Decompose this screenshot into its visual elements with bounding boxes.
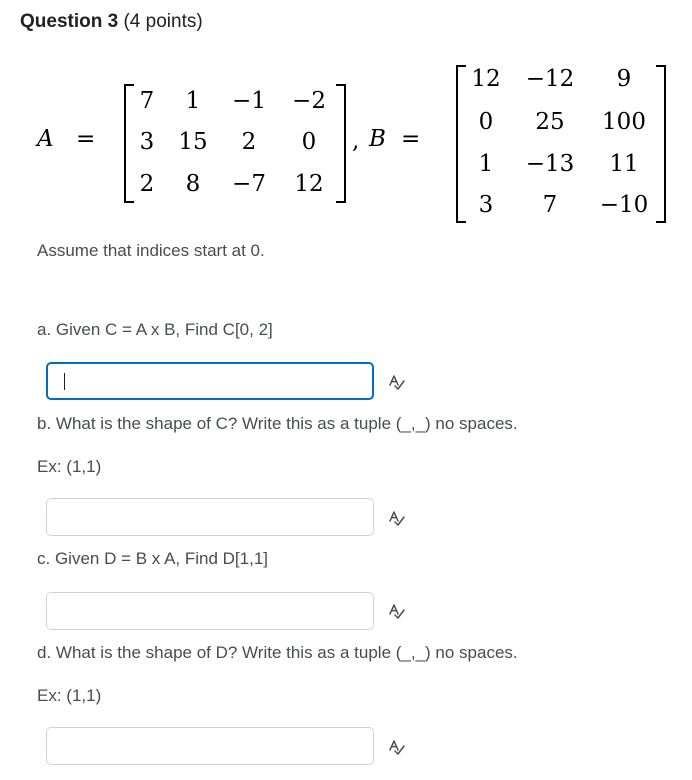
matrix-a-cell: 15: [178, 129, 208, 155]
matrix-b-cell: −13: [525, 151, 575, 177]
matrix-a-label: A: [37, 126, 54, 152]
matrix-a-cell: 2: [241, 129, 257, 155]
matrix-a-cell: −1: [232, 88, 266, 114]
matrix-a-cell: 2: [139, 171, 155, 197]
spellcheck-icon[interactable]: [388, 602, 406, 620]
matrix-b-cell: 9: [616, 66, 632, 92]
text-cursor: [64, 373, 65, 390]
matrix-b-cell: 12: [471, 66, 501, 92]
matrix-b-cell: 25: [535, 109, 565, 135]
matrix-a-cell: 0: [301, 129, 317, 155]
matrix-b-cell: 1: [478, 151, 494, 177]
matrix-b-left-bracket: [456, 65, 466, 223]
matrix-b-cell: 100: [602, 109, 646, 135]
matrix-a-cell: 7: [139, 88, 155, 114]
part-c-prompt: c. Given D = B x A, Find D[1,1]: [37, 549, 269, 568]
index-note: Assume that indices start at 0.: [37, 241, 265, 260]
part-b-prompt: b. What is the shape of C? Write this as a tuple (_,_) no spaces.: [37, 414, 518, 433]
matrix-b-cell: 0: [478, 109, 494, 135]
matrix-a-cell: 12: [294, 171, 324, 197]
matrix-b-cell: 11: [609, 151, 639, 177]
matrix-b-cell: −10: [599, 192, 649, 218]
matrix-a-cell: 1: [185, 88, 201, 114]
part-c-answer-input[interactable]: [46, 592, 374, 630]
part-d-prompt: d. What is the shape of D? Write this as a tuple (_,_) no spaces.: [37, 643, 518, 662]
matrix-a-cell: 8: [185, 171, 201, 197]
part-b-example: Ex: (1,1): [37, 457, 102, 476]
matrix-b-label: B: [369, 126, 386, 152]
matrix-b-cell: −12: [525, 66, 575, 92]
equals-sign-a: =: [76, 126, 96, 152]
matrix-a-cell: −7: [232, 171, 266, 197]
matrix-a-cell: 3: [139, 129, 155, 155]
spellcheck-icon[interactable]: [388, 373, 406, 391]
matrix-b-cell: 7: [542, 192, 558, 218]
matrix-b-cell: 3: [478, 192, 494, 218]
part-d-example: Ex: (1,1): [37, 686, 102, 705]
question-number: Question 3: [20, 11, 119, 32]
question-points: (4 points): [123, 11, 203, 32]
question-title: [20, 11, 203, 33]
part-a-prompt: a. Given C = A x B, Find C[0, 2]: [37, 320, 273, 339]
spellcheck-icon[interactable]: [388, 509, 406, 527]
matrix-separator: ,: [352, 128, 360, 154]
matrix-b-right-bracket: [656, 65, 666, 223]
part-b-answer-input[interactable]: [46, 498, 374, 536]
matrix-a-cell: −2: [292, 88, 326, 114]
part-d-answer-input[interactable]: [46, 727, 374, 765]
spellcheck-icon[interactable]: [388, 738, 406, 756]
part-a-answer-input[interactable]: [46, 362, 374, 400]
matrix-a-right-bracket: [336, 84, 346, 203]
equals-sign-b: =: [401, 126, 421, 152]
